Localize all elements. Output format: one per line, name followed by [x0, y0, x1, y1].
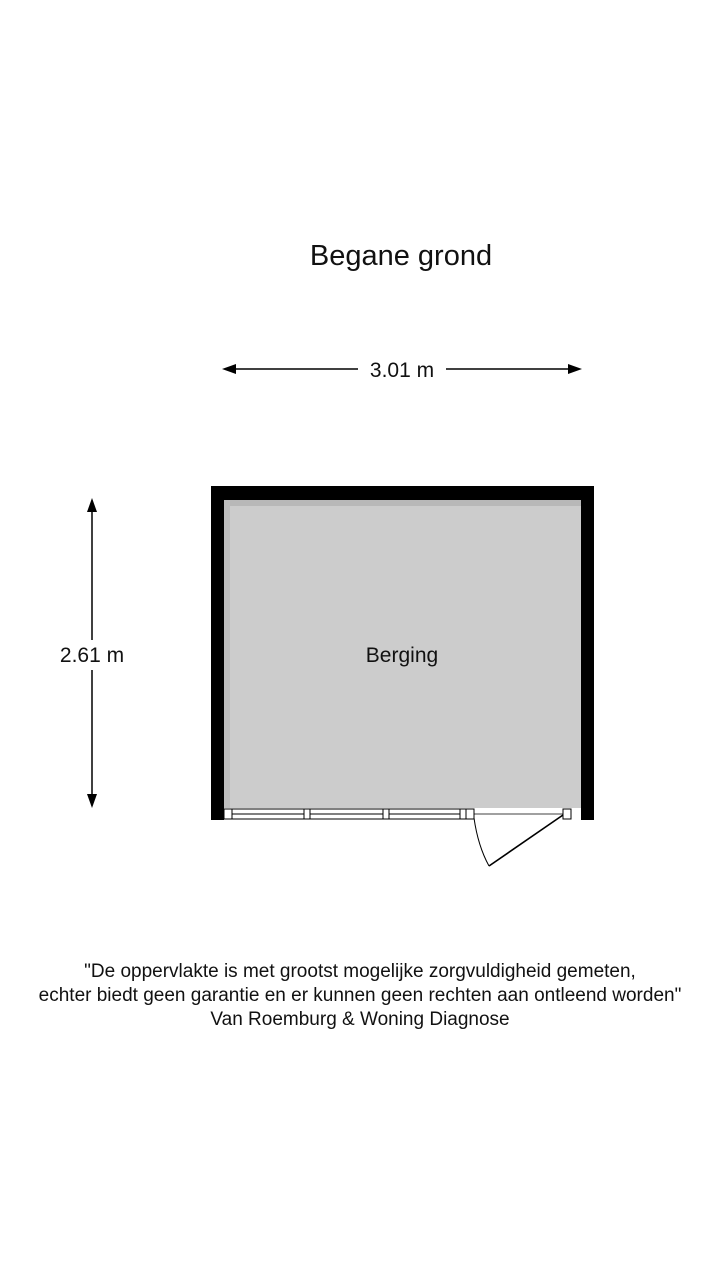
arrow-left-icon [222, 364, 236, 374]
arrow-up-icon [87, 498, 97, 512]
window-post [383, 809, 389, 819]
disclaimer-line-2: echter biedt geen garantie en er kunnen geen rechten aan ontleend worden" [38, 985, 682, 1006]
disclaimer-line-3: Van Roemburg & Woning Diagnose [210, 1009, 510, 1030]
window-post [304, 809, 310, 819]
width-dimension [222, 359, 582, 382]
front-windows [224, 809, 466, 819]
window-post [460, 809, 466, 819]
window-post [224, 809, 232, 819]
door-swing-arc [474, 818, 489, 866]
disclaimer [0, 960, 720, 1032]
floor-title: Begane grond [309, 240, 493, 272]
room-label: Berging [365, 644, 439, 667]
door-frame [563, 809, 571, 819]
door-leaf [489, 815, 563, 866]
depth-label: 2.61 m [59, 644, 125, 667]
disclaimer-line-1: "De oppervlakte is met grootst mogelijke zorgvuldigheid gemeten, [84, 961, 636, 982]
arrow-right-icon [568, 364, 582, 374]
arrow-down-icon [87, 794, 97, 808]
width-label: 3.01 m [369, 359, 435, 382]
depth-dimension [60, 498, 124, 808]
door-frame [466, 809, 474, 819]
